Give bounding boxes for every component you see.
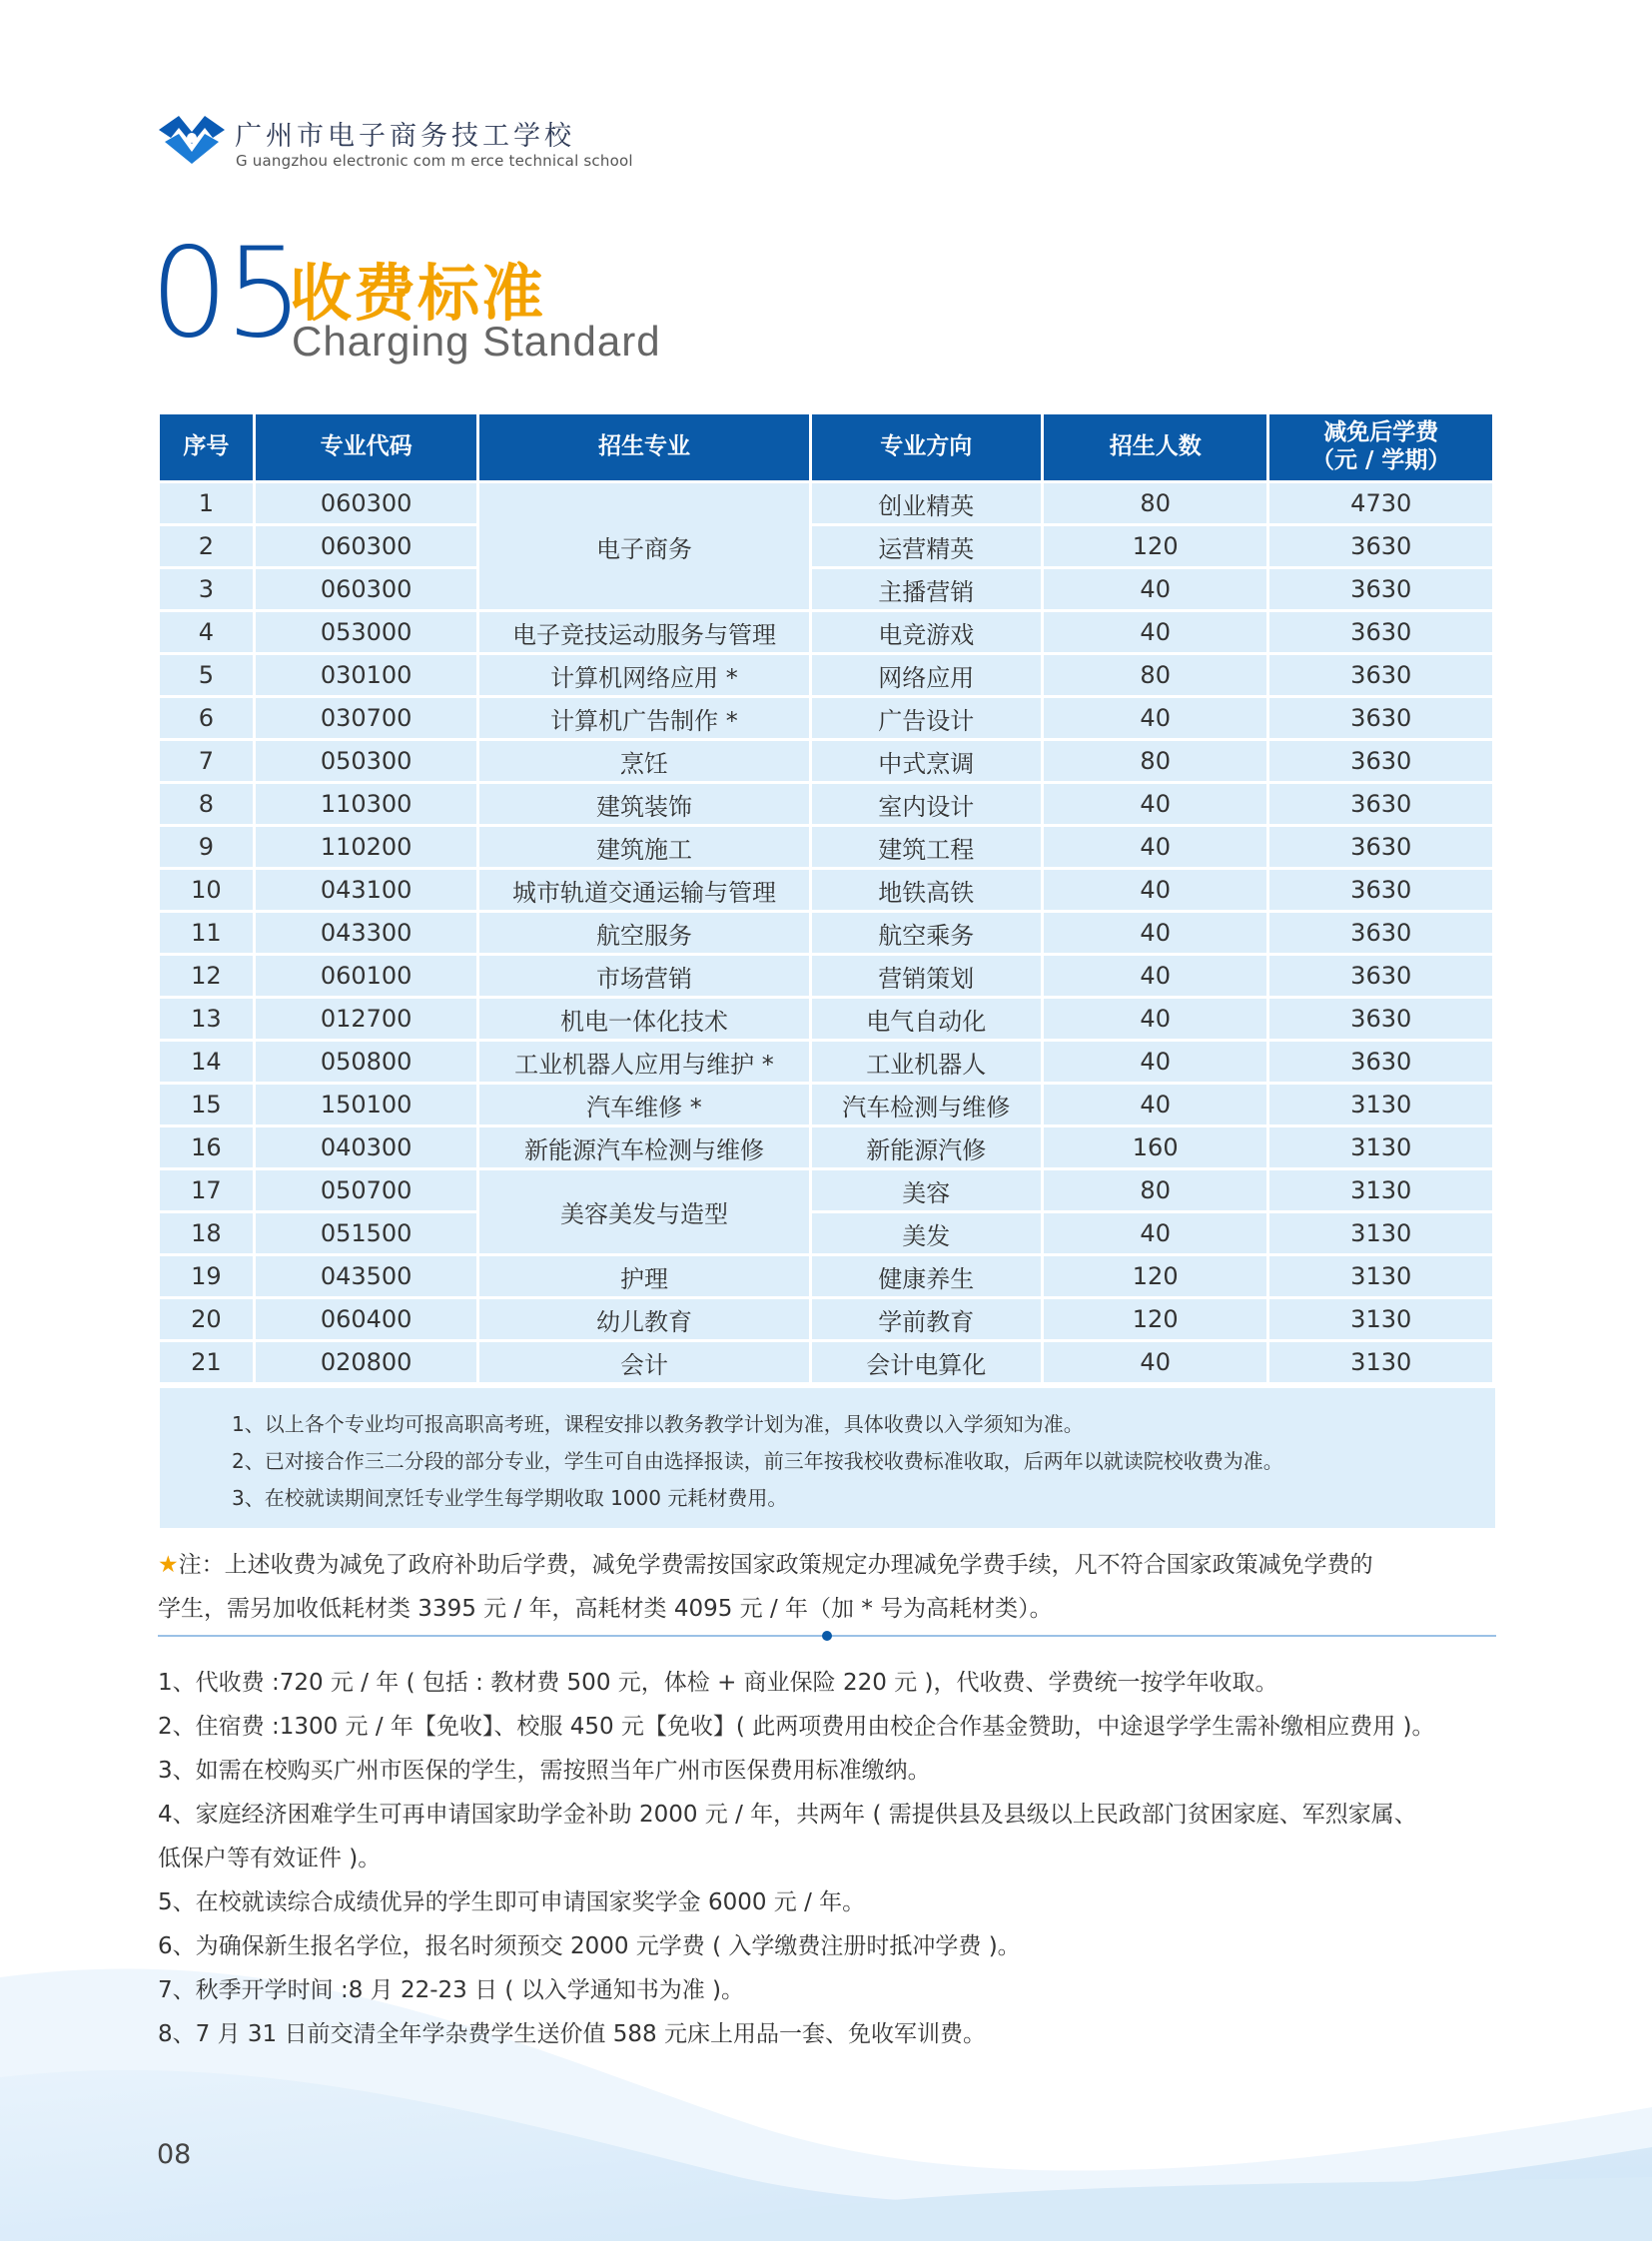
section-number: 05: [150, 222, 300, 366]
school-name-cn: 广州市电子商务技工学校: [235, 121, 575, 152]
cell-fee: 3630: [1269, 827, 1492, 867]
cell-no: 5: [160, 655, 253, 695]
cell-count: 120: [1044, 1299, 1266, 1339]
cell-code: 030100: [256, 655, 477, 695]
cell-code: 060300: [256, 483, 477, 523]
cell-no: 3: [160, 569, 253, 609]
cell-code: 110300: [256, 784, 477, 824]
list-item: 7、秋季开学时间 :8 月 22-23 日 ( 以入学通知书为准 )。: [158, 1977, 744, 2003]
cell-direction: 广告设计: [812, 698, 1041, 738]
cell-fee: 3130: [1269, 1170, 1492, 1210]
table-row: [160, 1042, 1492, 1082]
cell-fee: 3630: [1269, 913, 1492, 953]
cell-code: 030700: [256, 698, 477, 738]
header-fee-line2: （元 / 学期）: [1311, 447, 1451, 473]
cell-count: 80: [1044, 1170, 1266, 1210]
cell-code: 060400: [256, 1299, 477, 1339]
cell-fee: 3130: [1269, 1256, 1492, 1296]
header-count: 招生人数: [1044, 414, 1266, 480]
table-note: 3、在校就读期间烹饪专业学生每学期收取 1000 元耗材费用。: [232, 1486, 788, 1510]
cell-fee: 3130: [1269, 1213, 1492, 1253]
cell-direction: 电竞游戏: [812, 612, 1041, 652]
cell-count: 120: [1044, 1256, 1266, 1296]
cell-code: 040300: [256, 1127, 477, 1167]
cell-code: 043500: [256, 1256, 477, 1296]
cell-major: 美容美发与造型: [479, 1170, 808, 1253]
table-row: [160, 784, 1492, 824]
header-fee-line1: 减免后学费: [1323, 419, 1439, 446]
cell-major: 城市轨道交通运输与管理: [479, 870, 808, 910]
cell-direction: 网络应用: [812, 655, 1041, 695]
list-item: 5、在校就读综合成绩优异的学生即可申请国家奖学金 6000 元 / 年。: [158, 1889, 866, 1915]
fee-remark: [158, 1543, 1496, 1631]
cell-count: 40: [1044, 956, 1266, 996]
cell-direction: 工业机器人: [812, 1042, 1041, 1082]
cell-major: 护理: [479, 1256, 808, 1296]
school-name-en: G uangzhou electronic com m erce technical school: [236, 152, 633, 170]
cell-fee: 3630: [1269, 612, 1492, 652]
cell-fee: 3630: [1269, 655, 1492, 695]
cell-direction: 汽车检测与维修: [812, 1085, 1041, 1124]
cell-no: 12: [160, 956, 253, 996]
list-item: 低保户等有效证件 )。: [158, 1846, 382, 1871]
list-item: 1、代收费 :720 元 / 年 ( 包括 : 教材费 500 元，体检 + 商业保险 220 元 )，代收费、学费统一按学年收取。: [158, 1670, 1278, 1696]
table-row: [160, 827, 1492, 867]
school-logo-icon: [155, 108, 229, 168]
cell-count: 40: [1044, 1042, 1266, 1082]
header-no: 序号: [160, 414, 253, 480]
list-item: 8、7 月 31 日前交清全年学杂费学生送价值 588 元床上用品一套、免收军训费。: [158, 2021, 986, 2047]
table-row: [160, 1127, 1492, 1167]
fee-remark-line1: 注：上述收费为减免了政府补助后学费，减免学费需按国家政策规定办理减免学费手续，凡不符合国家政策减免学费的: [178, 1552, 1373, 1578]
cell-major: 建筑施工: [479, 827, 808, 867]
cell-fee: 3130: [1269, 1085, 1492, 1124]
cell-fee: 3630: [1269, 956, 1492, 996]
cell-no: 15: [160, 1085, 253, 1124]
cell-fee: 3130: [1269, 1299, 1492, 1339]
cell-code: 110200: [256, 827, 477, 867]
table-row: [160, 999, 1492, 1039]
cell-no: 11: [160, 913, 253, 953]
page-number: 08: [157, 2139, 192, 2170]
header-fee: [1269, 414, 1492, 480]
cell-no: 17: [160, 1170, 253, 1210]
cell-direction: 营销策划: [812, 956, 1041, 996]
section-title-en: Charging Standard: [292, 318, 661, 365]
cell-count: 40: [1044, 870, 1266, 910]
table-row: [160, 1256, 1492, 1296]
cell-major: 会计: [479, 1342, 808, 1382]
table-row: [160, 741, 1492, 781]
section-title-cn: 收费标准: [290, 257, 546, 330]
cell-no: 10: [160, 870, 253, 910]
cell-no: 9: [160, 827, 253, 867]
cell-count: 40: [1044, 827, 1266, 867]
cell-no: 8: [160, 784, 253, 824]
header-direction: 专业方向: [812, 414, 1041, 480]
cell-no: 18: [160, 1213, 253, 1253]
cell-code: 050300: [256, 741, 477, 781]
cell-major: 机电一体化技术: [479, 999, 808, 1039]
cell-fee: 4730: [1269, 483, 1492, 523]
table-row: [160, 526, 1492, 566]
cell-direction: 航空乘务: [812, 913, 1041, 953]
cell-count: 40: [1044, 612, 1266, 652]
table-row: [160, 1170, 1492, 1210]
fee-table-body: [160, 483, 1492, 1382]
fee-items-list: [158, 1661, 1496, 2056]
cell-direction: 美容: [812, 1170, 1041, 1210]
fee-remark-line2: 学生，需另加收低耗材类 3395 元 / 年，高耗材类 4095 元 / 年（加 * 号为高耗材类）。: [158, 1596, 1053, 1622]
cell-count: 40: [1044, 1213, 1266, 1253]
cell-code: 050700: [256, 1170, 477, 1210]
cell-fee: 3630: [1269, 569, 1492, 609]
cell-no: 14: [160, 1042, 253, 1082]
table-row: [160, 483, 1492, 523]
table-note: 2、已对接合作三二分段的部分专业，学生可自由选择报读，前三年按我校收费标准收取，后两年以就读院校收费为准。: [232, 1449, 1283, 1473]
cell-direction: 健康养生: [812, 1256, 1041, 1296]
cell-direction: 电气自动化: [812, 999, 1041, 1039]
table-row: [160, 913, 1492, 953]
cell-fee: 3630: [1269, 526, 1492, 566]
list-item: 6、为确保新生报名学位，报名时须预交 2000 元学费 ( 入学缴费注册时抵冲学费 )。: [158, 1933, 1021, 1959]
cell-major: 汽车维修 *: [479, 1085, 808, 1124]
cell-count: 40: [1044, 569, 1266, 609]
cell-code: 060300: [256, 569, 477, 609]
cell-code: 060300: [256, 526, 477, 566]
table-row: [160, 1342, 1492, 1382]
cell-code: 050800: [256, 1042, 477, 1082]
cell-count: 40: [1044, 913, 1266, 953]
cell-count: 40: [1044, 698, 1266, 738]
cell-major: 计算机网络应用 *: [479, 655, 808, 695]
table-row: [160, 612, 1492, 652]
cell-major: 幼儿教育: [479, 1299, 808, 1339]
cell-code: 150100: [256, 1085, 477, 1124]
cell-count: 40: [1044, 1342, 1266, 1382]
cell-major: 计算机广告制作 *: [479, 698, 808, 738]
divider-dot-icon: [822, 1631, 832, 1641]
cell-no: 19: [160, 1256, 253, 1296]
list-item: 3、如需在校购买广州市医保的学生，需按照当年广州市医保费用标准缴纳。: [158, 1758, 931, 1784]
cell-code: 060100: [256, 956, 477, 996]
cell-direction: 学前教育: [812, 1299, 1041, 1339]
cell-major: 新能源汽车检测与维修: [479, 1127, 808, 1167]
cell-fee: 3630: [1269, 784, 1492, 824]
cell-no: 2: [160, 526, 253, 566]
cell-direction: 建筑工程: [812, 827, 1041, 867]
cell-no: 7: [160, 741, 253, 781]
cell-code: 012700: [256, 999, 477, 1039]
star-icon: ★: [158, 1552, 179, 1578]
table-row: [160, 1085, 1492, 1124]
cell-major: 烹饪: [479, 741, 808, 781]
cell-major: 电子竞技运动服务与管理: [479, 612, 808, 652]
cell-major: 航空服务: [479, 913, 808, 953]
cell-count: 160: [1044, 1127, 1266, 1167]
fee-table: [157, 411, 1495, 1385]
cell-direction: 运营精英: [812, 526, 1041, 566]
cell-direction: 会计电算化: [812, 1342, 1041, 1382]
cell-fee: 3630: [1269, 741, 1492, 781]
cell-code: 043100: [256, 870, 477, 910]
cell-fee: 3130: [1269, 1127, 1492, 1167]
cell-no: 6: [160, 698, 253, 738]
cell-count: 80: [1044, 655, 1266, 695]
cell-direction: 创业精英: [812, 483, 1041, 523]
table-row: [160, 1299, 1492, 1339]
cell-fee: 3630: [1269, 870, 1492, 910]
cell-no: 13: [160, 999, 253, 1039]
table-row: [160, 569, 1492, 609]
cell-count: 40: [1044, 1085, 1266, 1124]
header-code: 专业代码: [256, 414, 477, 480]
cell-count: 80: [1044, 483, 1266, 523]
cell-direction: 美发: [812, 1213, 1041, 1253]
cell-no: 1: [160, 483, 253, 523]
table-note: 1、以上各个专业均可报高职高考班，课程安排以教务教学计划为准，具体收费以入学须知为准。: [232, 1412, 1084, 1436]
cell-no: 21: [160, 1342, 253, 1382]
cell-fee: 3630: [1269, 1042, 1492, 1082]
table-row: [160, 870, 1492, 910]
cell-count: 40: [1044, 784, 1266, 824]
list-item: 2、住宿费 :1300 元 / 年【免收】、校服 450 元【免收】( 此两项费用由校企合作基金赞助，中途退学学生需补缴相应费用 )。: [158, 1714, 1435, 1740]
list-item: 4、家庭经济困难学生可再申请国家助学金补助 2000 元 / 年，共两年 ( 需提供县及县级以上民政部门贫困家庭、军烈家属、: [158, 1802, 1417, 1828]
table-row: [160, 655, 1492, 695]
table-row: [160, 956, 1492, 996]
table-notes: [160, 1388, 1495, 1528]
cell-count: 120: [1044, 526, 1266, 566]
cell-code: 043300: [256, 913, 477, 953]
cell-major: 建筑装饰: [479, 784, 808, 824]
cell-direction: 中式烹调: [812, 741, 1041, 781]
cell-count: 80: [1044, 741, 1266, 781]
table-row: [160, 1213, 1492, 1253]
cell-major: 电子商务: [479, 483, 808, 609]
cell-code: 051500: [256, 1213, 477, 1253]
cell-no: 20: [160, 1299, 253, 1339]
cell-count: 40: [1044, 999, 1266, 1039]
cell-no: 4: [160, 612, 253, 652]
cell-major: 工业机器人应用与维护 *: [479, 1042, 808, 1082]
cell-fee: 3630: [1269, 999, 1492, 1039]
cell-code: 020800: [256, 1342, 477, 1382]
table-row: [160, 698, 1492, 738]
cell-major: 市场营销: [479, 956, 808, 996]
cell-no: 16: [160, 1127, 253, 1167]
table-header-row: [160, 414, 1492, 480]
cell-direction: 室内设计: [812, 784, 1041, 824]
cell-code: 053000: [256, 612, 477, 652]
cell-direction: 主播营销: [812, 569, 1041, 609]
cell-fee: 3630: [1269, 698, 1492, 738]
cell-fee: 3130: [1269, 1342, 1492, 1382]
cell-direction: 新能源汽修: [812, 1127, 1041, 1167]
cell-direction: 地铁高铁: [812, 870, 1041, 910]
header-major: 招生专业: [479, 414, 808, 480]
